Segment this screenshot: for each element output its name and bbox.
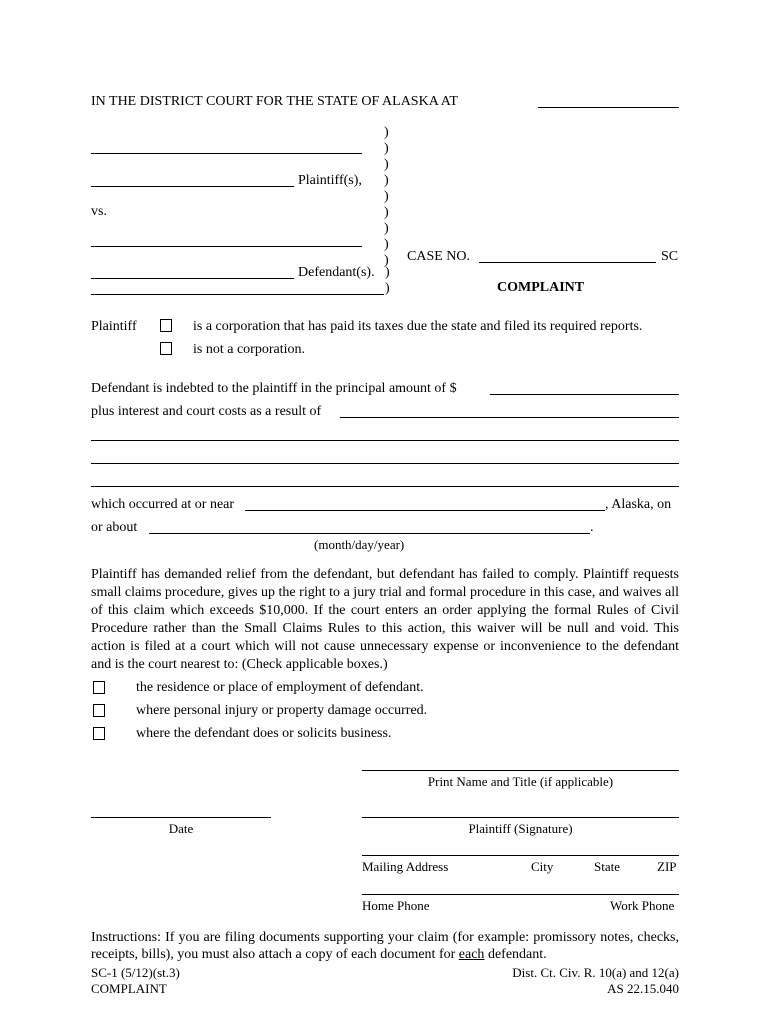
date-field[interactable] [91,817,271,818]
caption-paren: ) [384,253,389,268]
home-phone-label: Home Phone [362,898,430,913]
caption-paren: ) [385,281,390,296]
vs-label: vs. [91,204,107,219]
plaintiff-signature-field[interactable] [362,817,679,818]
interest-text: plus interest and court costs as a result of [91,404,322,419]
period-text: . [590,520,594,535]
venue-business-label: where the defendant does or solicits business. [136,726,392,741]
venue-injury-checkbox[interactable] [93,704,105,717]
form-id: SC-1 (5/12)(st.3) [91,965,180,980]
plaintiff-status-label: Plaintiff [91,319,137,334]
statute-reference: AS 22.15.040 [607,981,679,996]
claim-reason-field-1[interactable] [340,417,679,418]
not-corporation-checkbox[interactable] [160,342,172,355]
or-about-text: or about [91,520,138,535]
caption-paren: ) [384,141,389,156]
location-field[interactable] [245,510,605,511]
caption-paren: ) [384,221,389,236]
instructions-paragraph [91,929,679,963]
plaintiff-signature-label: Plaintiff (Signature) [468,821,573,836]
date-label: Date [168,821,194,836]
claim-reason-field-2[interactable] [91,440,679,441]
state-label: State [594,859,620,874]
defendant-name-field-3[interactable] [91,294,384,295]
occurred-text: which occurred at or near [91,497,235,512]
corporation-checkbox[interactable] [160,319,172,332]
instructions-text: Instructions: If you are filing documents supporting your claim (for example: promissory notes, checks, receipts, bills), you must also attach a copy of each document for [91,930,679,962]
mailing-address-field[interactable] [362,855,679,856]
venue-injury-label: where personal injury or property damage occurred. [136,703,428,718]
date-hint: (month/day/year) [314,537,405,552]
form-name: COMPLAINT [91,981,167,996]
mailing-address-label: Mailing Address [362,859,449,874]
defendant-name-field-1[interactable] [91,246,362,247]
rule-reference: Dist. Ct. Civ. R. 10(a) and 12(a) [512,965,679,980]
defendants-label: Defendant(s). [298,265,375,280]
case-number-field[interactable] [479,262,656,263]
not-corporation-option-label: is not a corporation. [193,342,305,357]
caption-paren: ) [384,237,389,252]
caption-paren: ) [384,173,389,188]
venue-residence-checkbox[interactable] [93,681,105,694]
alaska-text: , Alaska, on [605,497,672,512]
court-location-field[interactable] [538,107,679,108]
plaintiff-name-field-2[interactable] [91,186,294,187]
print-name-field[interactable] [362,770,679,771]
claim-reason-field-3[interactable] [91,463,679,464]
document-title: COMPLAINT [497,280,585,295]
date-occurred-field[interactable] [149,533,590,534]
zip-label: ZIP [657,859,677,874]
venue-residence-label: the residence or place of employment of defendant. [136,680,424,695]
indebted-text: Defendant is indebted to the plaintiff in the principal amount of $ [91,381,457,396]
court-title: IN THE DISTRICT COURT FOR THE STATE OF ALASKA AT [91,94,458,109]
caption-paren: ) [384,189,389,204]
caption-paren: ) [384,125,389,140]
caption-paren: ) [384,157,389,172]
caption-paren: ) [384,205,389,220]
work-phone-label: Work Phone [610,898,675,913]
principal-amount-field[interactable] [490,394,679,395]
venue-business-checkbox[interactable] [93,727,105,740]
corporation-option-label: is a corporation that has paid its taxes due the state and filed its required reports. [193,319,643,334]
print-name-label: Print Name and Title (if applicable) [427,774,614,789]
plaintiff-name-field-1[interactable] [91,153,362,154]
instructions-emphasis: each [458,947,485,962]
statement-paragraph: Plaintiff has demanded relief from the defendant, but defendant has failed to comply. Plaintiff requests small claims procedure, gives up the right to a jury trial and formal procedure in this case, and waives all of this claim which exceeds $10,000. If the court enters an order applying the formal Rules of Civil Procedure rather than the Small Claims Rules to this action, this waiver will be null and void. This action is filed at a court which will not cause unnecessary expense or inconvenience to the defendant and is the court nearest to: (Check applicable boxes.) [91,567,679,672]
instructions-text-end: defendant. [484,947,547,962]
claim-reason-field-4[interactable] [91,486,679,487]
plaintiffs-label: Plaintiff(s), [298,173,362,188]
city-label: City [531,859,554,874]
case-suffix: SC [661,249,679,264]
phone-field[interactable] [362,894,679,895]
case-no-label: CASE NO. [407,249,471,264]
caption-paren: ) [385,265,390,280]
defendant-name-field-2[interactable] [91,278,294,279]
